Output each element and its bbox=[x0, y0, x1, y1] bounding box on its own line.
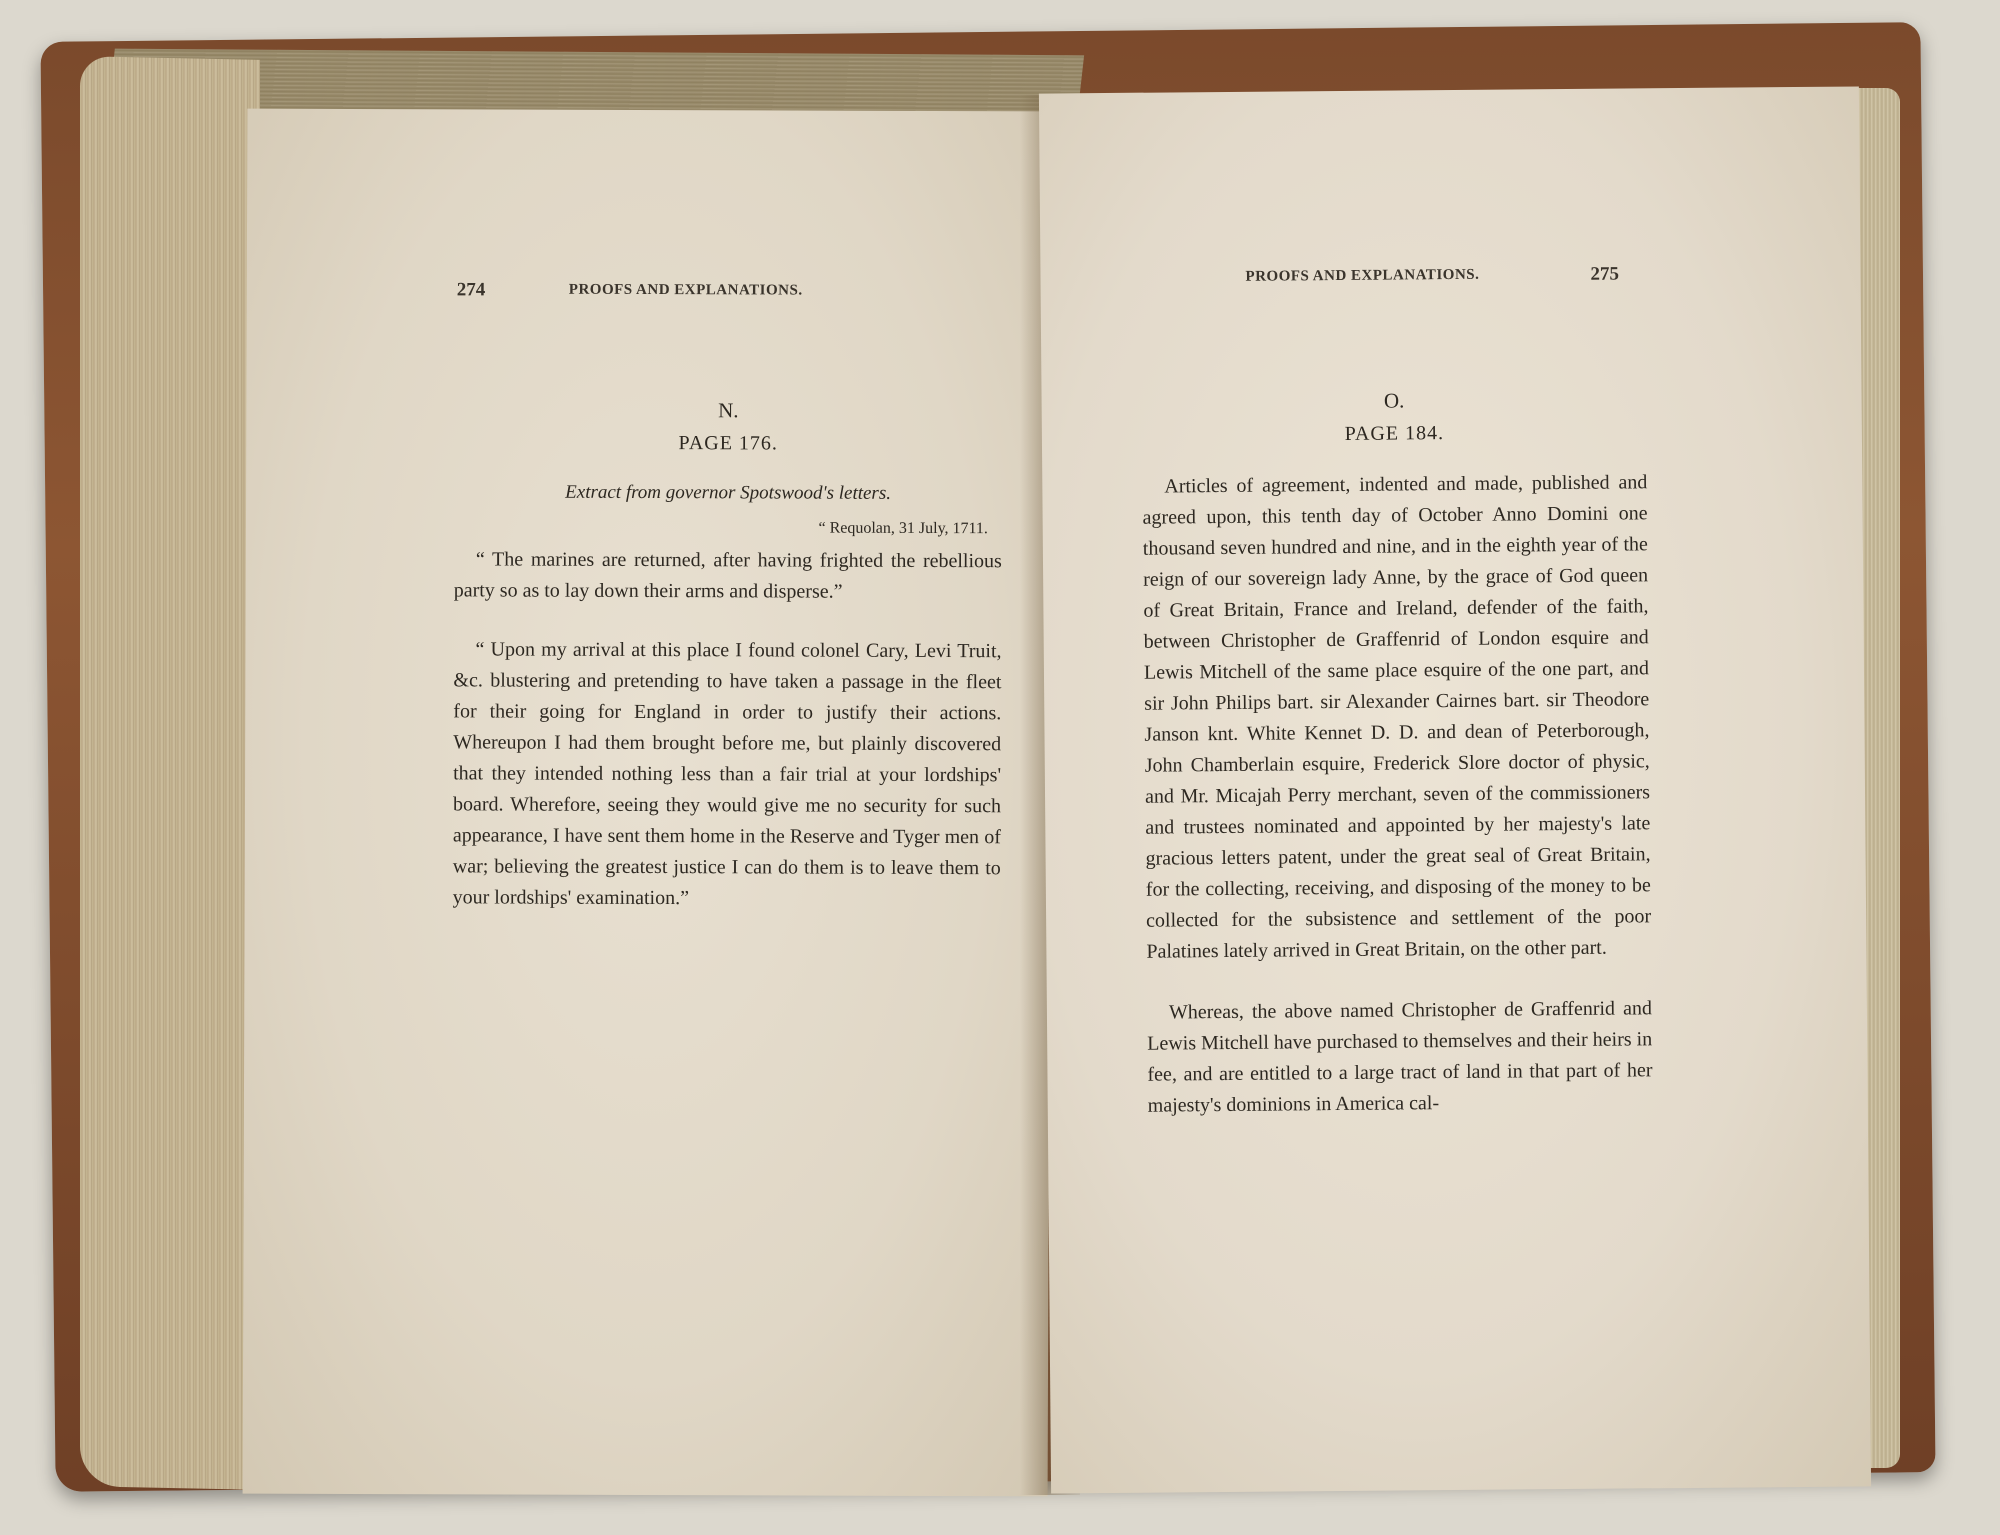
left-page bbox=[243, 109, 1053, 1497]
right-page-body bbox=[1141, 383, 1652, 1121]
paragraph: Whereas, the above named Christopher de Graffenrid and Lewis Mitchell have purchased to themselves and their heirs in fee, and are entitled to a large tract of land in that part of her majesty's dominions in America cal- bbox=[1147, 997, 1653, 1117]
section-page-ref: PAGE 184. bbox=[1344, 422, 1445, 445]
section-page-ref: PAGE 176. bbox=[678, 432, 778, 455]
section-letter-o: O. bbox=[1383, 388, 1405, 413]
paragraph: Articles of agreement, indented and made, published and agreed upon, this tenth day of October Anno Domini one thousand seven hundred and nine, and in the eighth year of the reign of our sovereign lady Anne, by the grace of God queen of Great Britain, France and Ireland, defender of the faith, between Christopher de Graffenrid of London esquire and Lewis Mitchell of the same place esquire of the one part, and sir John Philips bart. sir Alexander Cairnes bart. sir Theodore Janson knt. White Kennet D. D. and dean of Peterborough, John Chamberlain esquire, Frederick Slore doctor of physic, and Mr. Micajah Perry merchant, seven of the commissioners and trustees nominated and appointed by her majesty's late gracious letters patent, under the great seal of Great Britain, for the collecting, receiving, and disposing of the money to be collected for the subsistence and settlement of the poor Palatines lately arrived in Great Britain, on the other part. bbox=[1142, 471, 1652, 963]
left-page-number: 274 bbox=[456, 279, 486, 301]
left-page-header bbox=[247, 279, 1052, 312]
extract-title: Extract from governor Spotswood's letters. bbox=[565, 481, 892, 504]
dateline: “ Requolan, 31 July, 1711. bbox=[818, 519, 988, 538]
paragraph: “ Upon my arrival at this place I found colonel Cary, Levi Truit, &c. blustering and pretending to have taken a passage in the fleet for their going for England in order to justify their actions. Whereupon I had them brought before me, but plainly discovered that they intended nothing less than a fair trial at your lordships' board. Wherefore, seeing they would give me no security for such appearance, I have sent them home in the Reserve and Tyger men of war; believing the greatest justice I can do them is to leave them to your lordships' examination.” bbox=[452, 638, 1002, 910]
left-page-body bbox=[453, 394, 1003, 915]
section-letter-n: N. bbox=[718, 398, 739, 423]
right-running-title: PROOFS AND EXPLANATIONS. bbox=[1245, 266, 1480, 285]
right-page bbox=[1039, 86, 1871, 1493]
right-page-number: 275 bbox=[1590, 263, 1620, 285]
paragraph: “ The marines are returned, after having frighted the rebellious party so as to lay down their arms and disperse.” bbox=[453, 548, 1002, 603]
page-block-left-edge bbox=[80, 56, 260, 1490]
right-page-header bbox=[1040, 261, 1860, 298]
left-running-title: PROOFS AND EXPLANATIONS. bbox=[568, 281, 803, 299]
